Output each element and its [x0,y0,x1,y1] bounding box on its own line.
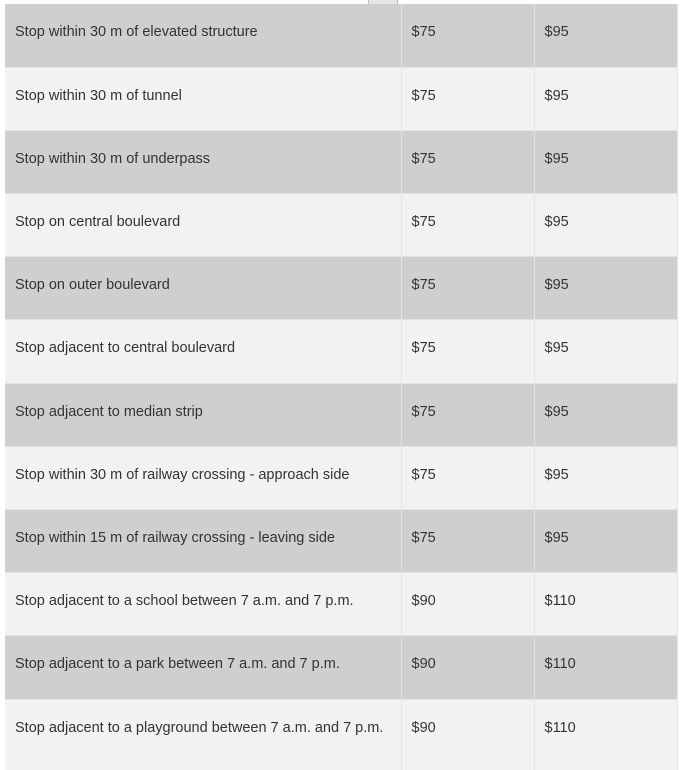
fine-cell: $95 [534,67,677,130]
offence-cell: Stop within 15 m of railway crossing - leaving side [5,510,401,573]
offence-cell: Stop within 30 m of elevated structure [5,4,401,67]
table-row [5,4,677,67]
offence-cell: Stop adjacent to median strip [5,383,401,446]
fine-cell: $95 [534,130,677,193]
table-row [5,67,677,130]
fine-cell: $95 [534,446,677,509]
fine-cell: $110 [534,636,677,699]
fine-cell: $75 [401,130,534,193]
fine-cell: $75 [401,257,534,320]
fine-cell: $95 [534,383,677,446]
fine-cell: $75 [401,4,534,67]
offence-cell: Stop adjacent to a school between 7 a.m. and 7 p.m. [5,573,401,636]
offence-cell: Stop adjacent to central boulevard [5,320,401,383]
table-row [5,446,677,509]
table-row [5,194,677,257]
fine-cell: $75 [401,446,534,509]
fine-cell: $110 [534,699,677,770]
fine-cell: $90 [401,636,534,699]
fine-cell: $90 [401,699,534,770]
offence-cell: Stop on central boulevard [5,194,401,257]
table-row [5,257,677,320]
offence-cell: Stop on outer boulevard [5,257,401,320]
offence-cell: Stop within 30 m of tunnel [5,67,401,130]
fine-cell: $75 [401,320,534,383]
table-row [5,573,677,636]
fine-cell: $110 [534,573,677,636]
fines-table [5,4,678,770]
table-row [5,510,677,573]
fine-cell: $75 [401,510,534,573]
table-row [5,383,677,446]
fine-cell: $75 [401,383,534,446]
offence-cell: Stop adjacent to a playground between 7 a.m. and 7 p.m. [5,699,401,770]
offence-cell: Stop within 30 m of underpass [5,130,401,193]
table-row [5,636,677,699]
offence-cell: Stop within 30 m of railway crossing - approach side [5,446,401,509]
offence-cell: Stop adjacent to a park between 7 a.m. and 7 p.m. [5,636,401,699]
fine-cell: $75 [401,67,534,130]
fine-cell: $75 [401,194,534,257]
table-row [5,130,677,193]
fine-cell: $95 [534,510,677,573]
fine-cell: $95 [534,257,677,320]
fine-cell: $90 [401,573,534,636]
fine-cell: $95 [534,4,677,67]
table-row [5,320,677,383]
fine-cell: $95 [534,320,677,383]
fine-cell: $95 [534,194,677,257]
table-row [5,699,677,770]
fines-table-body [5,4,677,770]
